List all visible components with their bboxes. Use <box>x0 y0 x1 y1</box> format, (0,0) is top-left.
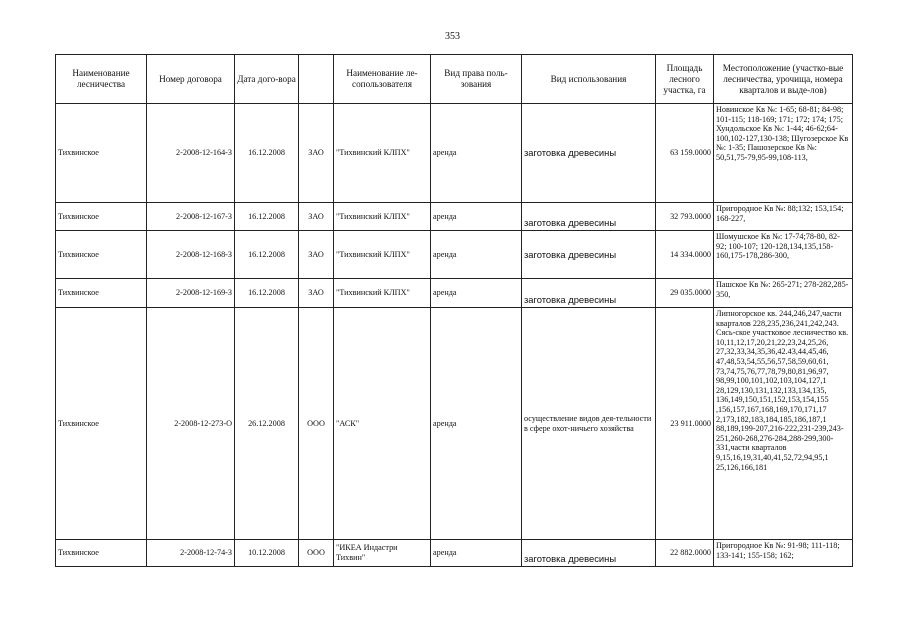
legal-form-cell: ООО <box>299 308 334 540</box>
col-forestry-header: Наименование лесничества <box>56 55 147 104</box>
forest-user-cell: "Тихвинский КЛПХ" <box>334 231 431 279</box>
use-type-cell: заготовка древесины <box>522 203 656 231</box>
use-right-cell: аренда <box>431 203 522 231</box>
col-use-header: Вид использования <box>522 55 656 104</box>
col-location-header: Местоположение (участко-вые лесничества, урочища, номера кварталов и выде-лов) <box>714 55 853 104</box>
table-row <box>56 203 853 231</box>
contract-number-cell: 2-2008-12-167-З <box>147 203 235 231</box>
area-cell: 63 159.0000 <box>656 104 714 203</box>
use-type-cell: заготовка древесины <box>522 540 656 567</box>
contract-date-cell: 16.12.2008 <box>235 231 299 279</box>
forestry-cell: Тихвинское <box>56 308 147 540</box>
use-type-cell: осуществление видов дея-тельности в сфере охот-ничьего хозяйства <box>522 308 656 540</box>
table-row <box>56 308 853 540</box>
page-number: 353 <box>445 31 460 42</box>
location-cell: Пашское Кв №: 265-271; 278-282,285-350, <box>714 279 853 308</box>
legal-form-cell: ЗАО <box>299 104 334 203</box>
forestry-cell: Тихвинское <box>56 279 147 308</box>
table-row <box>56 540 853 567</box>
table-row <box>56 279 853 308</box>
area-cell: 23 911.0000 <box>656 308 714 540</box>
col-right-header: Вид права поль-зования <box>431 55 522 104</box>
area-cell: 32 793.0000 <box>656 203 714 231</box>
forestry-cell: Тихвинское <box>56 540 147 567</box>
table-row <box>56 231 853 279</box>
col-form-header <box>299 55 334 104</box>
contract-date-cell: 10.12.2008 <box>235 540 299 567</box>
contract-number-cell: 2-2008-12-168-З <box>147 231 235 279</box>
contract-date-cell: 16.12.2008 <box>235 279 299 308</box>
col-user-header: Наименование ле-сопользователя <box>334 55 431 104</box>
location-cell: Новинское Кв №: 1-65; 68-81; 84-98; 101-115; 118-169; 171; 172; 174; 175; Хундольское Кв №: 1-44; 46-62;64-100,102-127,130-138; Шугозерское Кв №: 1-35; Пашозерское Кв №: 50,51,75-79,95-99,108-113, <box>714 104 853 203</box>
forestry-cell: Тихвинское <box>56 231 147 279</box>
use-right-cell: аренда <box>431 104 522 203</box>
location-cell: Липногорское кв. 244,246,247,части кварталов 228,235,236,241,242,243. Сясь-ское участковое лесничество кв. 10,11,12,17,20,21,22,23,24,25,26, 27,32,33,34,35,36,42.43,44,45,46, 47,48,53,54,55,56,57,58,59,60,61, 73,74,75,76,77,78,79,80,81,96,97, 98,99,100,101,102,103,104,127,1 28,129,130,131,132,133,134,135, 136,149,150,151,152,153,154,155 ,156,157,167,168,169,170,171,17 2,173,182,183,184,185,186,187,1 88,189,199-207,216-222,231-239,243-251,260-268,276-284,288-299,300-331,части кварталов 9,15,16,19,31,40,41,52,72,94,95,1 25,126,166,181 <box>714 308 853 540</box>
contract-number-cell: 2-2008-12-164-З <box>147 104 235 203</box>
use-type-cell: заготовка древесины <box>522 104 656 203</box>
forestry-cell: Тихвинское <box>56 104 147 203</box>
lease-register-table <box>55 54 853 567</box>
use-type-cell: заготовка древесины <box>522 279 656 308</box>
area-cell: 29 035.0000 <box>656 279 714 308</box>
contract-number-cell: 2-2008-12-273-О <box>147 308 235 540</box>
contract-date-cell: 16.12.2008 <box>235 104 299 203</box>
contract-number-cell: 2-2008-12-74-З <box>147 540 235 567</box>
forest-user-cell: "ИКЕА Индастри Тихвин" <box>334 540 431 567</box>
legal-form-cell: ЗАО <box>299 279 334 308</box>
table-row <box>56 104 853 203</box>
header-row <box>56 55 853 104</box>
forest-user-cell: "Тихвинский КЛПХ" <box>334 279 431 308</box>
legal-form-cell: ЗАО <box>299 203 334 231</box>
location-cell: Пригородное Кв №: 88;132; 153,154; 168-227, <box>714 203 853 231</box>
contract-number-cell: 2-2008-12-169-З <box>147 279 235 308</box>
col-date-header: Дата дого-вора <box>235 55 299 104</box>
location-cell: Пригородное Кв №: 91-98; 111-118; 133-141; 155-158; 162; <box>714 540 853 567</box>
forest-user-cell: "Тихвинский КЛПХ" <box>334 104 431 203</box>
legal-form-cell: ЗАО <box>299 231 334 279</box>
use-right-cell: аренда <box>431 231 522 279</box>
col-area-header: Площадь лесного участка, га <box>656 55 714 104</box>
col-contract-header: Номер договора <box>147 55 235 104</box>
use-right-cell: аренда <box>431 279 522 308</box>
use-right-cell: аренда <box>431 540 522 567</box>
area-cell: 14 334.0000 <box>656 231 714 279</box>
forest-user-cell: "АСК" <box>334 308 431 540</box>
use-type-cell: заготовка древесины <box>522 231 656 279</box>
contract-date-cell: 26.12.2008 <box>235 308 299 540</box>
forest-user-cell: "Тихвинский КЛПХ" <box>334 203 431 231</box>
location-cell: Шомушское Кв №: 17-74;78-80, 82-92; 100-107; 120-128,134,135,158-160,175-178,286-300, <box>714 231 853 279</box>
legal-form-cell: ООО <box>299 540 334 567</box>
use-right-cell: аренда <box>431 308 522 540</box>
contract-date-cell: 16.12.2008 <box>235 203 299 231</box>
forestry-cell: Тихвинское <box>56 203 147 231</box>
area-cell: 22 882.0000 <box>656 540 714 567</box>
